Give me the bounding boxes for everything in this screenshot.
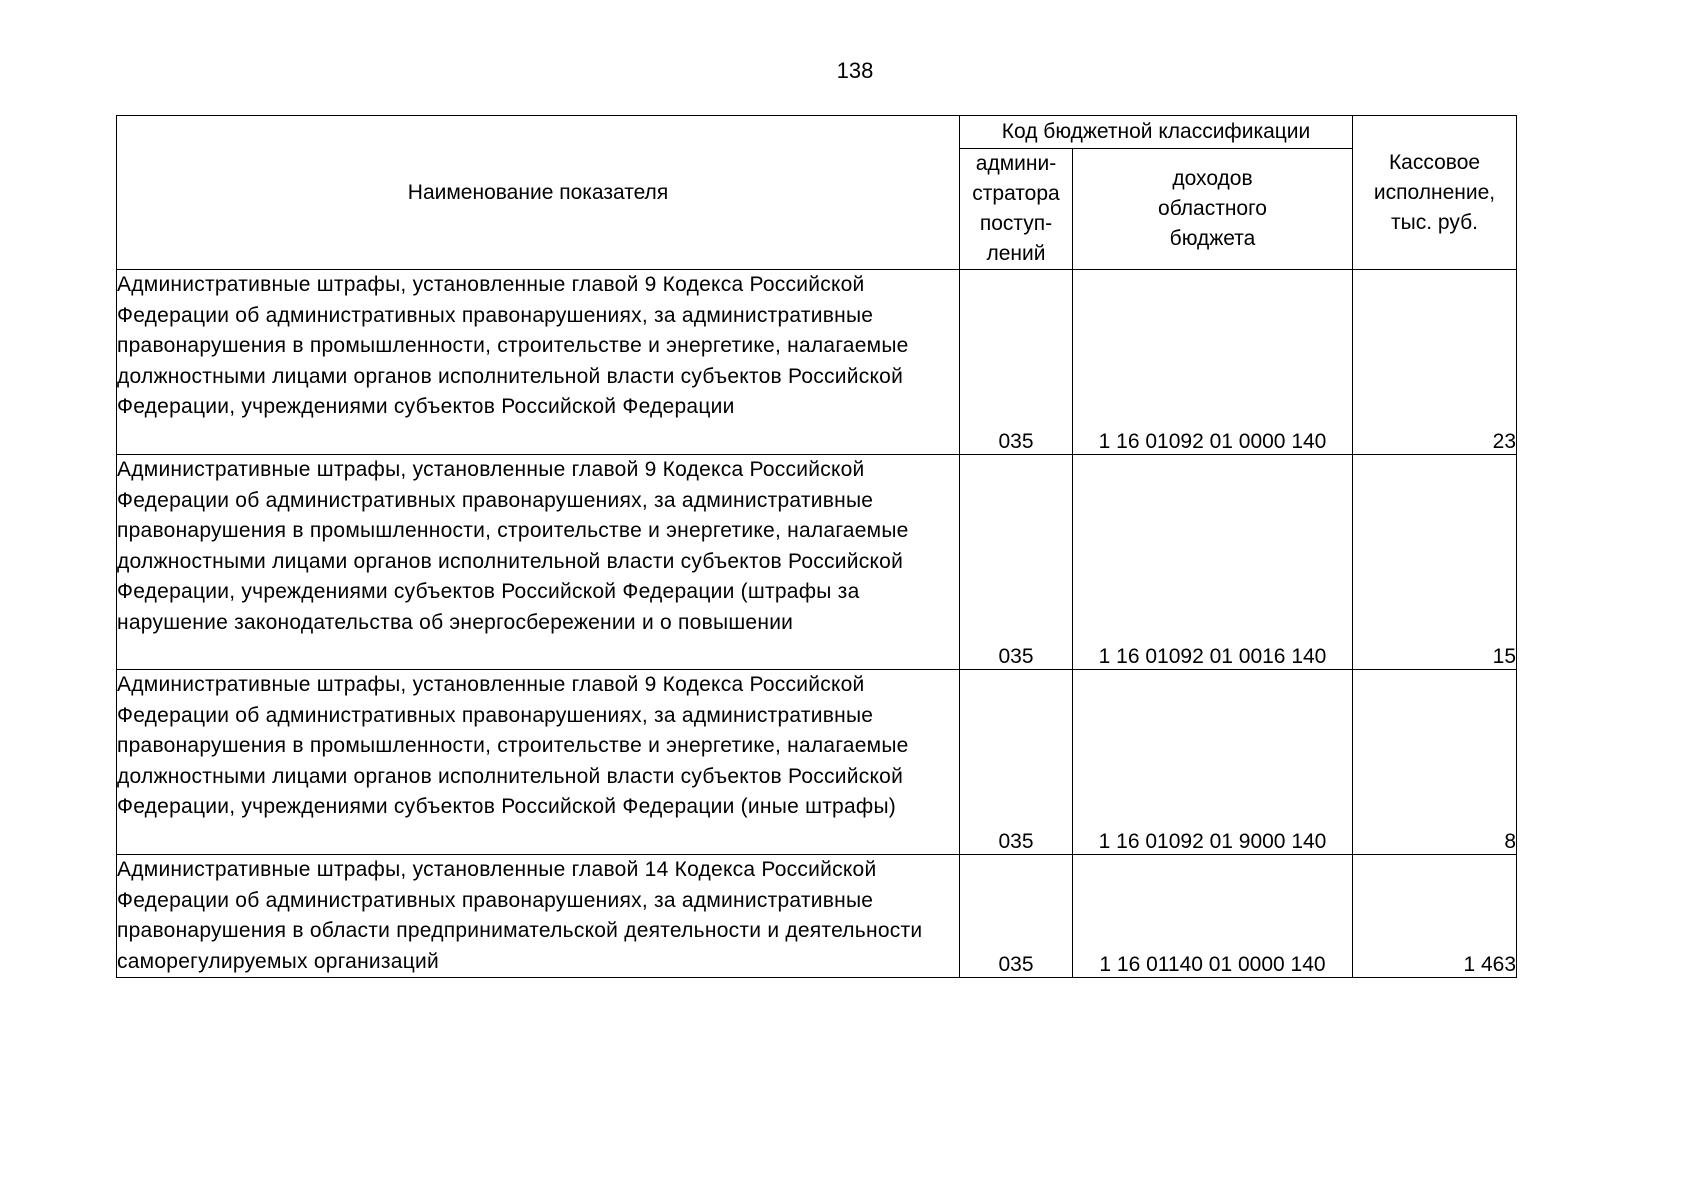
header-cash-execution-line-1: Кассовое [1388, 150, 1481, 174]
page-number: 138 [836, 58, 874, 83]
table-row [117, 455, 1517, 670]
table-row [117, 270, 1517, 455]
row-budget-code: 1 16 01140 01 0000 140 [1073, 855, 1353, 978]
header-admin-line-2: стратора [972, 182, 1060, 205]
row-admin-code: 035 [960, 855, 1073, 978]
row-amount: 15 [1353, 455, 1517, 670]
row-amount: 23 [1353, 270, 1517, 455]
header-admin-line-4: лений [986, 242, 1046, 265]
row-amount: 8 [1353, 670, 1517, 855]
header-code-line-3: бюджета [1169, 227, 1256, 250]
header-code-line-2: областного [1158, 197, 1267, 220]
budget-table [116, 115, 1517, 978]
row-indicator-name: Административные штрафы, установленные главой 9 Кодекса Российской Федерации об административных правонарушениях, за административные правонарушения в промышленности, строительстве и энергетике, налагаемые должностными лицами органов исполнительной власти субъектов Российской Федерации, учреждениями субъектов Российской Федерации (иные штрафы) [117, 670, 960, 855]
row-indicator-name-text: Административные штрафы, установленные главой 9 Кодекса Российской Федерации об административных правонарушениях, за административные правонарушения в промышленности, строительстве и энергетике, налагаемые должностными лицами органов исполнительной власти субъектов Российской Федерации, учреждениями субъектов Российской Федерации (штрафы за нарушение законодательства об энергосбережении и о повышении [117, 458, 909, 634]
row-indicator-name [117, 455, 960, 670]
table-row [117, 855, 1517, 978]
header-code-line-1: доходов [1172, 167, 1253, 190]
table-row [117, 670, 1517, 855]
header-revenue-administrator [960, 149, 1073, 270]
row-budget-code: 1 16 01092 01 0000 140 [1073, 270, 1353, 455]
row-indicator-name: Административные штрафы, установленные главой 9 Кодекса Российской Федерации об административных правонарушениях, за административные правонарушения в промышленности, строительстве и энергетике, налагаемые должностными лицами органов исполнительной власти субъектов Российской Федерации, учреждениями субъектов Российской Федерации [117, 270, 960, 455]
header-cash-execution [1353, 116, 1517, 270]
header-cash-execution-line-3: тыс. руб. [1391, 210, 1478, 234]
header-indicator-name: Наименование показателя [117, 116, 960, 270]
row-amount: 1 463 [1353, 855, 1517, 978]
row-admin-code: 035 [960, 455, 1073, 670]
row-admin-code: 035 [960, 270, 1073, 455]
row-indicator-name: Административные штрафы, установленные главой 14 Кодекса Российской Федерации об административных правонарушениях, за административные правонарушения в области предпринимательской деятельности и деятельности саморегулируемых организаций [117, 855, 960, 978]
header-admin-line-3: поступ- [979, 212, 1053, 235]
row-budget-code: 1 16 01092 01 9000 140 [1073, 670, 1353, 855]
header-regional-budget-revenue [1073, 149, 1353, 270]
row-budget-code: 1 16 01092 01 0016 140 [1073, 455, 1353, 670]
header-cash-execution-line-2: исполнение, [1373, 180, 1496, 204]
row-admin-code: 035 [960, 670, 1073, 855]
header-admin-line-1: админи- [975, 152, 1057, 175]
header-classification-code: Код бюджетной классификации [960, 116, 1353, 149]
